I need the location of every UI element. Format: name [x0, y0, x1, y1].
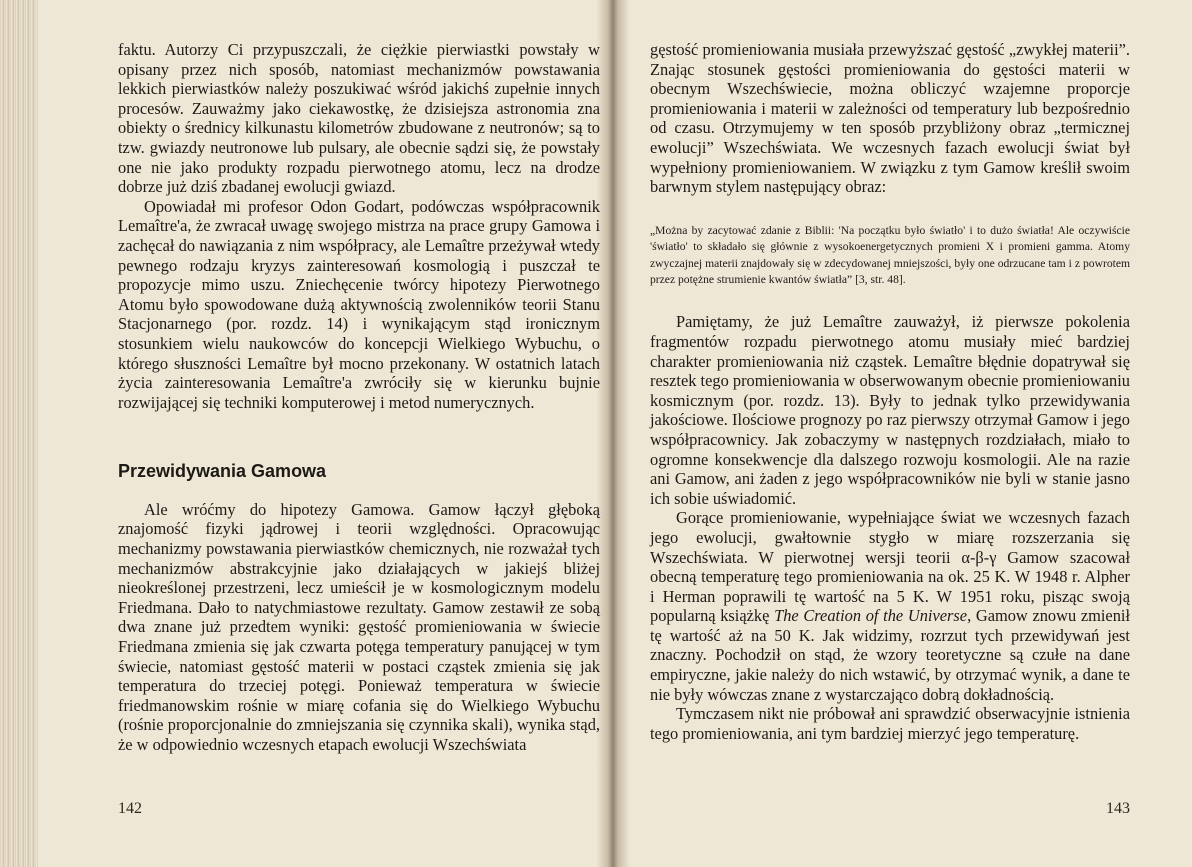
page-number-right: 143 — [1106, 800, 1130, 817]
book-gutter — [596, 0, 630, 867]
left-page — [118, 40, 600, 755]
right-paragraph-3-part-a: Gorące promieniowanie, wypełniające świat we wczesnych fazach jego ewolucji, gwałtownie stygło w miarę rozszerzania się Wszechświata. W pierwotnej wersji teorii α-β-γ Gamow szacował obecną temperaturę tego promieniowania na ok. 25 K. W 1948 r. Alpher i Herman poprawili tę wartość na 5 K. W 1951 roku, pisząc swoją popularną książkę — [650, 508, 1130, 626]
right-paragraph-1: gęstość promieniowania musiała przewyższać gęstość „zwykłej materii”. Znając stosunek gęstości promieniowania do gęstości materii w obecnym Wszechświecie, można obliczyć wzajemne proporcje promieniowania i materii w zależności od temperatury lub bezpośrednio od czasu. Otrzymujemy w ten sposób przybliżony obraz „termicznej ewolucji” Wszechświata. We wczesnych fazach ewolucji świat był wypełniony promieniowaniem. W związku z tym Gamow kreślił swoim barwnym stylem następujący obraz: — [650, 40, 1130, 197]
section-heading: Przewidywania Gamowa — [118, 461, 327, 482]
page-number-left: 142 — [118, 800, 142, 817]
right-page — [650, 40, 1130, 743]
quotation: „Można by zacytować zdanie z Biblii: 'Na początku było światło' i to dużo światła! Ale oczywiście 'światło' to składało się głównie z wysokoenergetycznych promieni X i promieni gamma. Atomy zwyczajnej materii znajdowały się w zdecydowanej mniejszości, były one odrzucane tam i z powrotem przez potężne strumienie kwantów światła” [3, str. 48]. — [650, 223, 1130, 286]
left-paragraph-2: Opowiadał mi profesor Odon Godart, podówczas współpracownik Lemaître'a, że zwracał uwagę swojego mistrza na prace grupy Gamowa i zachęcał do nawiązania z nim współpracy, ale Lemaître przeżywał wtedy pewnego rodzaju kryzys zainteresowań kosmologią i puszczał te propozycje mimo uszu. Zniechęcenie twórcy hipotezy Pierwotnego Atomu było spowodowane dużą aktywnością zwolenników teorii Stanu Stacjonarnego (por. rozdz. 14) i wynikającym stąd ironicznym stosunkiem wielu naukowców do koncepcji Wielkiego Wybuchu, o którego słuszności Lemaître był mocno przekonany. W ostatnich latach życia zainteresowania Lemaître'a zwróciły się w kierunku bujnie rozwijającej się techniki komputerowej i metod numerycznych. — [118, 196, 600, 412]
left-paragraph-3: Ale wróćmy do hipotezy Gamowa. Gamow łączył głęboką znajomość fizyki jądrowej i teorii względności. Opracowując mechanizmy powstawania pierwiastków chemicznych, nie rozważał tych mechanizmów abstrakcyjnie jako działających w jakiejś bliżej nieokreślonej przestrzeni, lecz umieścił je w kosmologicznym modelu Friedmana. Dało to natychmiastowe rezultaty. Gamow zestawił ze sobą dwa znane już przedtem wyniki: gęstość promieniowania w świecie Friedmana zmienia się jak czwarta potęga temperatury panującej w tym świecie, natomiast gęstość materii w postaci cząstek zmienia się jak temperatura do trzeciej potęgi. Ponieważ temperatura w świecie friedmanowskim rośnie w miarę cofania się do Wielkiego Wybuchu (rośnie proporcjonalnie do zmniejszania się czynnika skali), wynika stąd, że w odpowiednio wczesnych etapach ewolucji Wszechświata — [118, 499, 600, 754]
book-title: The Creation of the Universe — [774, 606, 968, 626]
page-edges — [0, 0, 38, 867]
right-paragraph-2: Pamiętamy, że już Lemaître zauważył, iż pierwsze pokolenia fragmentów rozpadu pierwotnego atomu musiały mieć bardziej charakter promieniowania niż cząstek. Lemaître błędnie dopatrywał się resztek tego promieniowania w obserwowanym obecnie promieniowaniu kosmicznym (por. rozdz. 13). Były to jednak tylko przewidywania jakościowe. Ilościowe prognozy po raz pierwszy otrzymał Gamow i jego współpracownicy. Jak zobaczymy w następnych rozdziałach, miało to ogromne konsekwencje dla dalszego rozwoju kosmologii. Ale na razie ani Gamow, ani żaden z jego współpracowników nie byli w stanie jasno ich sobie uświadomić. — [650, 312, 1130, 508]
right-paragraph-3-part-b: , Gamow znowu zmienił tę wartość aż na 50 K. Jak widzimy, rozrzut tych przewidywań jest znaczny. Pochodził on stąd, że wzory teoretyczne są czułe na dane empiryczne, jakie należy do nich wstawić, by otrzymać wynik, a dane te nie były wówczas znane z wystarczająco dobrą dokładnością. — [650, 606, 1130, 704]
right-paragraph-3 — [650, 508, 1130, 704]
left-paragraph-1: faktu. Autorzy Ci przypuszczali, że ciężkie pierwiastki powstały w opisany przez nich sposób, natomiast mechanizmów powstawania lekkich pierwiastków należy poszukiwać wśród jakichś zupełnie innych procesów. Zauważmy jako ciekawostkę, że dzisiejsza astronomia zna obiekty o średnicy kilkunastu kilometrów zbudowane z neutronów; są to tzw. gwiazdy neutronowe lub pulsary, ale obecnie sądzi się, że powstały one nie jako produkty rozpadu pierwotnego atomu, lecz na drodze dobrze już dziś zbadanej ewolucji gwiazd. — [118, 40, 600, 197]
right-paragraph-4: Tymczasem nikt nie próbował ani sprawdzić obserwacyjnie istnienia tego promieniowania, ani tym bardziej mierzyć jego temperaturę. — [650, 704, 1130, 743]
